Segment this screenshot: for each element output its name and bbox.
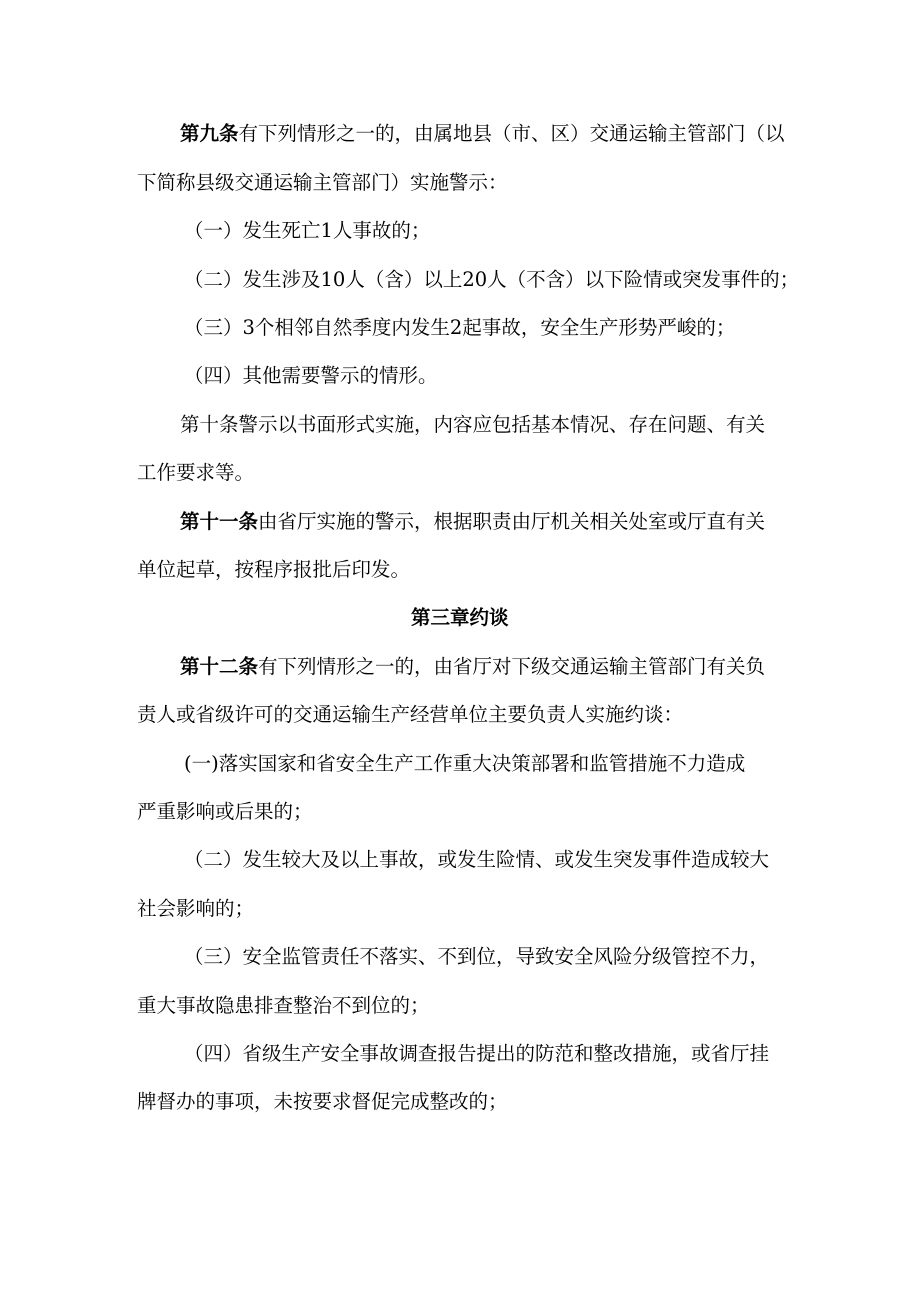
article10-line1: 第十条警示以书面形式实施，内容应包括基本情况、存在问题、有关 (180, 413, 766, 436)
article9-line1 (180, 122, 785, 146)
article9-item-2: （二）发生涉及10人（含）以上20人（不含）以下险情或突发事件的； (184, 268, 800, 291)
article12-line2: 责人或省级许可的交通运输生产经营单位主要负责人实施约谈： (137, 703, 684, 726)
article12-item-2-line2: 社会影响的； (137, 897, 255, 920)
article9-item-1: （一）发生死亡1人事故的； (184, 219, 431, 242)
article12-item-1-line1: (一)落实国家和省安全生产工作重大决策部署和监管措施不力造成 (184, 752, 746, 775)
article9-line2: 下简称县级交通运输主管部门）实施警示： (137, 171, 508, 194)
article9-text-line1: 有下列情形之一的，由属地县（市、区）交通运输主管部门（以 (238, 122, 785, 145)
article12-item-3-line1: （三）安全监管责任不落实、不到位，导致安全风险分级管控不力， (184, 945, 770, 968)
article9-item-3: （三）3个相邻自然季度内发生2起事故，安全生产形势严峻的； (184, 316, 736, 339)
article12-item-4-line2: 牌督办的事项，未按要求督促完成整改的； (137, 1090, 508, 1113)
article12-item-1-line2: 严重影响或后果的； (137, 800, 313, 823)
article11-line2: 单位起草，按程序报批后印发。 (137, 558, 411, 581)
article11-line1 (180, 510, 765, 534)
article9-label: 第九条 (180, 122, 239, 145)
article12-line1 (180, 655, 765, 679)
article12-item-2-line1: （二）发生较大及以上事故，或发生险情、或发生突发事件造成较大 (184, 848, 770, 871)
article11-label: 第十一条 (180, 510, 259, 533)
article12-text-line1: 有下列情形之一的，由省厅对下级交通运输主管部门有关负 (258, 655, 766, 678)
article12-item-3-line2: 重大事故隐患排查整治不到位的； (137, 994, 430, 1017)
article10-line2: 工作要求等。 (137, 461, 255, 484)
article12-item-4-line1: （四）省级生产安全事故调查报告提出的防范和整改措施，或省厅挂 (184, 1042, 770, 1065)
article12-label: 第十二条 (180, 655, 259, 678)
chapter-heading: 第三章约谈 (411, 606, 509, 629)
article9-item-4: （四）其他需要警示的情形。 (184, 364, 438, 387)
article11-text-line1: 由省厅实施的警示，根据职责由厅机关相关处室或厅直有关 (258, 510, 766, 533)
